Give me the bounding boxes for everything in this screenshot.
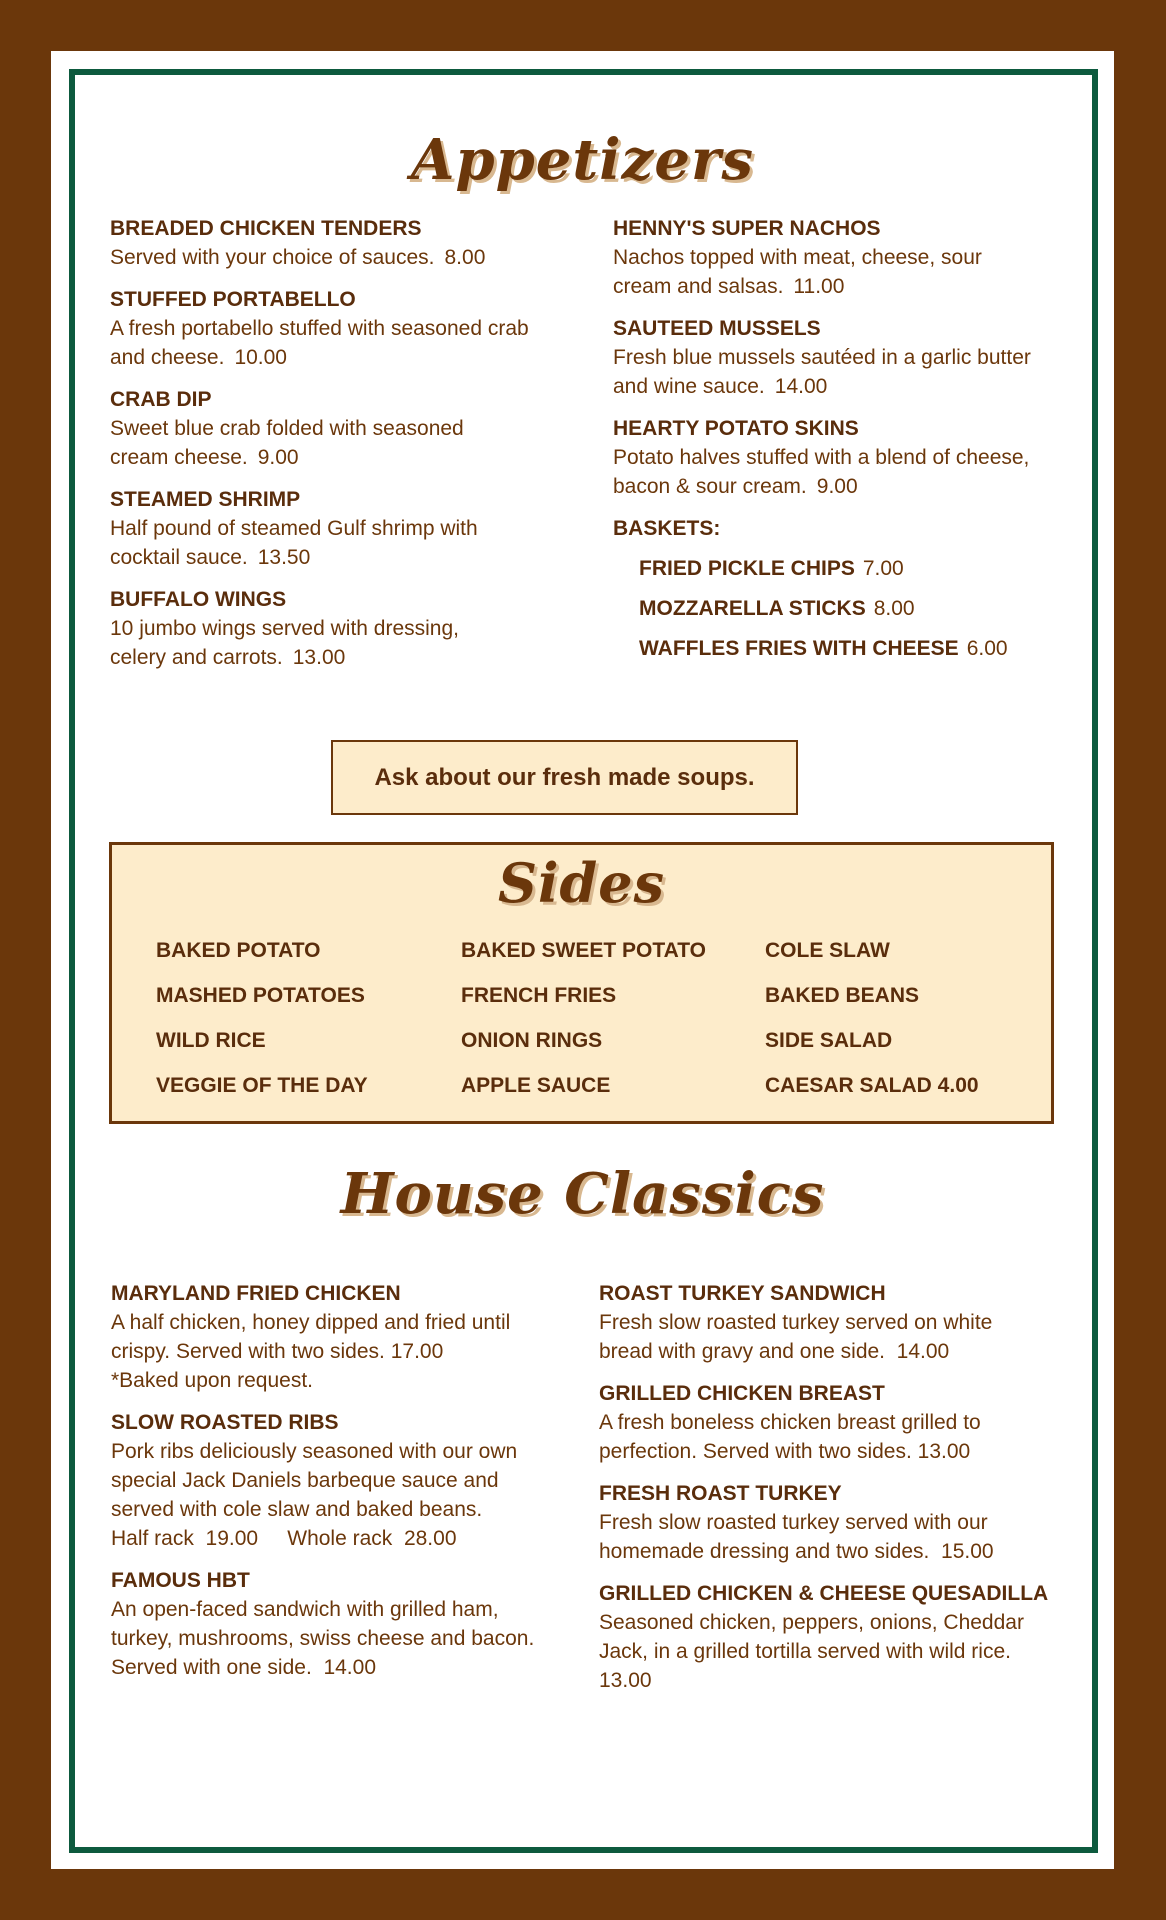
sides-column — [461, 937, 761, 1117]
item-name: FRESH ROAST TURKEY — [599, 1482, 842, 1505]
item-description-line: Fresh slow roasted turkey served on white — [599, 1311, 993, 1334]
item-description: Fresh blue mussels sautéed in a garlic butter and wine sauce. — [613, 346, 1031, 398]
menu-item — [599, 1280, 1059, 1366]
basket-price: 7.00 — [862, 557, 904, 580]
item-name: STEAMED SHRIMP — [110, 488, 301, 511]
side-item: WILD RICE — [156, 1029, 266, 1052]
basket-item — [613, 635, 1053, 663]
appetizers-title: Appetizers — [411, 127, 754, 193]
item-name: SAUTEED MUSSELS — [613, 317, 821, 340]
item-name: ROAST TURKEY SANDWICH — [599, 1282, 886, 1305]
menu-item — [599, 1380, 1059, 1466]
item-description-line: *Baked upon request. — [111, 1369, 313, 1392]
basket-name: MOZZARELLA STICKS — [639, 597, 866, 620]
menu-item — [111, 1409, 561, 1553]
menu-item — [110, 286, 550, 372]
side-item: MASHED POTATOES — [156, 984, 365, 1007]
item-name: BREADED CHICKEN TENDERS — [110, 217, 422, 240]
item-description-line: An open-faced sandwich with grilled ham, — [111, 1598, 499, 1621]
item-description: Served with your choice of sauces. — [110, 246, 435, 269]
side-item: SIDE SALAD — [765, 1029, 893, 1052]
item-description-line: 13.00 — [599, 1669, 652, 1692]
menu-item — [111, 1567, 561, 1682]
soups-note: Ask about our fresh made soups. — [331, 740, 798, 815]
item-description-line: served with cole slaw and baked beans. — [111, 1498, 483, 1521]
item-description-line: perfection. Served with two sides. 13.00 — [599, 1440, 971, 1463]
item-name: STUFFED PORTABELLO — [110, 288, 356, 311]
house-classics-title: House Classics — [340, 1161, 825, 1227]
menu-item — [599, 1580, 1059, 1695]
item-price: 8.00 — [444, 246, 486, 269]
menu-item — [111, 1280, 561, 1395]
basket-item — [613, 595, 1053, 623]
item-description-line: turkey, mushrooms, swiss cheese and bacon. — [111, 1627, 535, 1650]
item-description-line: homemade dressing and two sides. 15.00 — [599, 1540, 994, 1563]
item-description-line: A half chicken, honey dipped and fried until — [111, 1311, 511, 1334]
sides-title: Sides — [497, 851, 666, 915]
item-description: Nachos topped with meat, cheese, sour cream and salsas. — [613, 246, 982, 298]
item-description-line: crispy. Served with two sides. 17.00 — [111, 1340, 444, 1363]
menu-item — [110, 386, 550, 472]
menu-item — [110, 215, 550, 272]
item-description: Half pound of steamed Gulf shrimp with cocktail sauce. — [110, 517, 478, 569]
item-name: MARYLAND FRIED CHICKEN — [111, 1282, 401, 1305]
side-item: ONION RINGS — [461, 1029, 603, 1052]
sides-panel — [109, 842, 1054, 1124]
basket-price: 8.00 — [873, 597, 915, 620]
item-name: CRAB DIP — [110, 388, 212, 411]
side-item: BAKED POTATO — [156, 939, 321, 962]
item-description-line: A fresh boneless chicken breast grilled to — [599, 1411, 981, 1434]
item-name: GRILLED CHICKEN & CHEESE QUESADILLA — [599, 1582, 1049, 1605]
basket-name: WAFFLES FRIES WITH CHEESE — [639, 637, 959, 660]
menu-item — [613, 215, 1053, 301]
item-description-line: Seasoned chicken, peppers, onions, Cheddar — [599, 1611, 1024, 1634]
item-name: BUFFALO WINGS — [110, 588, 287, 611]
side-item: BAKED BEANS — [765, 984, 920, 1007]
basket-name: FRIED PICKLE CHIPS — [639, 557, 855, 580]
item-price: 11.00 — [793, 275, 845, 298]
item-price: 13.50 — [257, 546, 311, 569]
item-description: Potato halves stuffed with a blend of cheese, bacon & sour cream. — [613, 446, 1030, 498]
menu-item — [613, 415, 1053, 501]
item-description-line: special Jack Daniels barbeque sauce and — [111, 1469, 499, 1492]
side-item: FRENCH FRIES — [461, 984, 617, 1007]
item-price: 14.00 — [774, 375, 828, 398]
menu-page — [51, 51, 1114, 1869]
sides-column — [156, 937, 456, 1117]
item-description: A fresh portabello stuffed with seasoned crab and cheese. — [110, 317, 529, 369]
side-item: COLE SLAW — [765, 939, 890, 962]
item-description-line: Fresh slow roasted turkey served with our — [599, 1511, 988, 1534]
side-item: BAKED SWEET POTATO — [461, 939, 707, 962]
item-description-line: Pork ribs deliciously seasoned with our own — [111, 1440, 518, 1463]
appetizers-left-column — [110, 215, 550, 686]
basket-price: 6.00 — [966, 637, 1008, 660]
menu-item — [599, 1480, 1059, 1566]
item-description-line: Half rack 19.00 Whole rack 28.00 — [111, 1527, 457, 1550]
item-name: GRILLED CHICKEN BREAST — [599, 1382, 885, 1405]
item-name: SLOW ROASTED RIBS — [111, 1411, 339, 1434]
item-description: 10 jumbo wings served with dressing, celery and carrots. — [110, 617, 460, 669]
item-price: 13.00 — [292, 646, 346, 669]
item-name: HEARTY POTATO SKINS — [613, 417, 859, 440]
basket-item — [613, 555, 1053, 583]
classics-right-column — [599, 1280, 1059, 1709]
side-item: VEGGIE OF THE DAY — [156, 1074, 368, 1097]
classics-left-column — [111, 1280, 561, 1696]
item-name: FAMOUS HBT — [111, 1569, 250, 1592]
item-description-line: bread with gravy and one side. 14.00 — [599, 1340, 950, 1363]
side-item: APPLE SAUCE — [461, 1074, 611, 1097]
item-description-line: Jack, in a grilled tortilla served with wild rice. — [599, 1640, 1011, 1663]
item-price: 10.00 — [234, 346, 287, 369]
menu-item — [110, 586, 550, 672]
side-item: CAESAR SALAD 4.00 — [765, 1074, 979, 1097]
item-description: Sweet blue crab folded with seasoned cream cheese. — [110, 417, 464, 469]
menu-item — [613, 315, 1053, 401]
item-name: HENNY'S SUPER NACHOS — [613, 217, 881, 240]
menu-item — [110, 486, 550, 572]
appetizers-right-column — [613, 215, 1053, 675]
item-price: 9.00 — [257, 446, 299, 469]
sides-column — [765, 937, 1065, 1117]
baskets-label: BASKETS: — [613, 517, 721, 540]
item-price: 9.00 — [816, 475, 858, 498]
item-description-line: Served with one side. 14.00 — [111, 1656, 377, 1679]
